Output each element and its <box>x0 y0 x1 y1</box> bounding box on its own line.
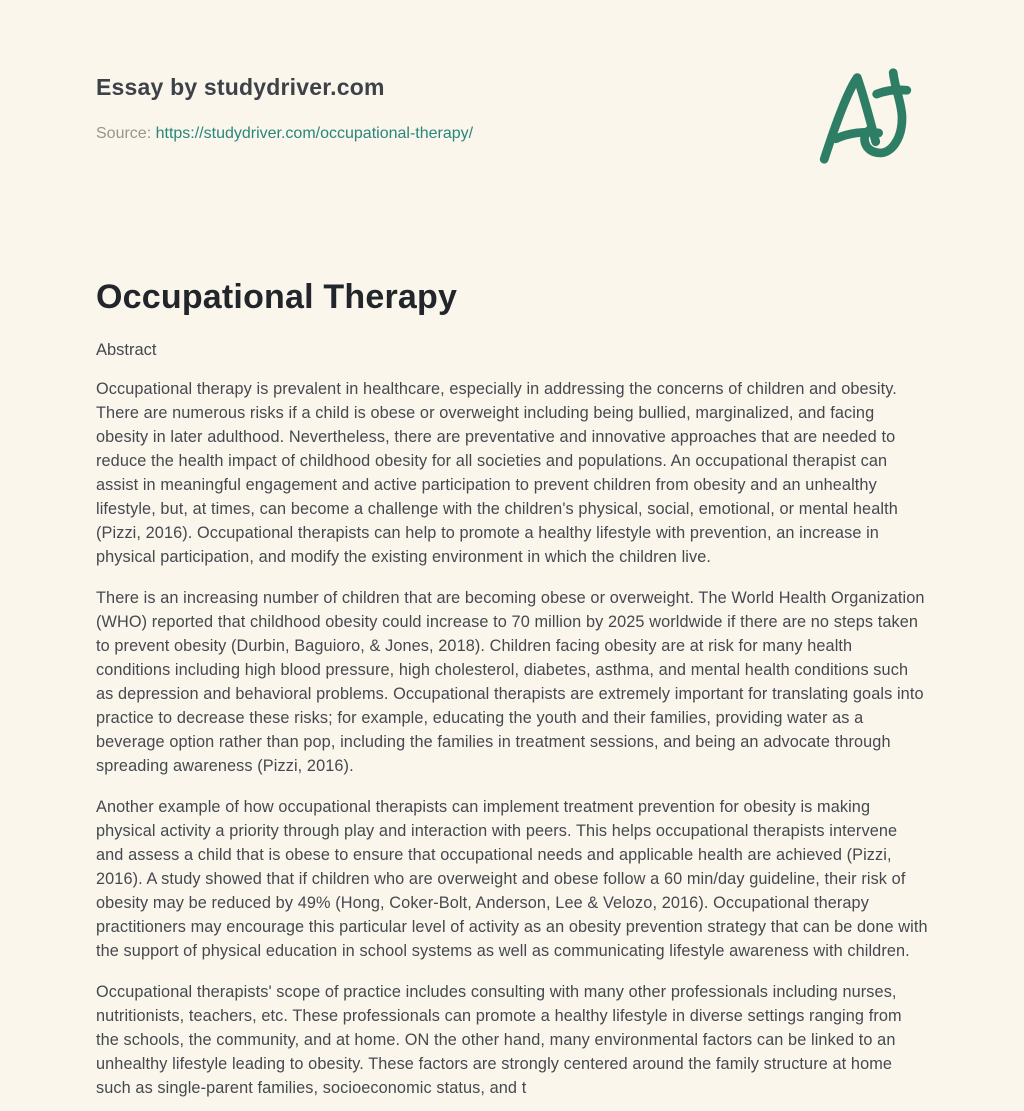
essay-paragraph: Occupational therapists' scope of practice includes consulting with many other professionals including nurses, nutritionists, teachers, etc. These professionals can promote a healthy lifestyle in diverse settings ranging from the schools, the community, and at home. ON the other hand, many environmental factors can be linked to an unhealthy lifestyle leading to obesity. These factors are strongly centered around the family structure at home such as single-parent families, socioeconomic status, and t <box>96 983 902 1097</box>
essay-paragraph: Another example of how occupational therapists can implement treatment prevention for obesity is making physical activity a priority through play and interaction with peers. This helps occupational therapists intervene and assess a child that is obese to ensure that occupational needs and applicable health are achieved (Pizzi, 2016). A study showed that if children who are overweight and obese follow a 60 min/day guideline, their risk of obesity may be reduced by 49% (Hong, Coker-Bolt, Anderson, Lee & Velozo, 2016). Occupational therapy practitioners may encourage this particular level of activity as an obesity prevention strategy that can be done with the support of physical education in school systems as well as communicating lifestyle awareness with children. <box>96 798 928 960</box>
header-text-block <box>96 74 473 143</box>
abstract-label: Abstract <box>96 341 157 359</box>
a-plus-logo-icon <box>816 64 916 166</box>
source-url-link[interactable]: https://studydriver.com/occupational-therapy/ <box>155 125 474 142</box>
essay-paragraph: There is an increasing number of children that are becoming obese or overweight. The World Health Organization (WHO) reported that childhood obesity could increase to 70 million by 2025 worldwide if there are no steps taken to prevent obesity (Durbin, Baguioro, & Jones, 2018). Children facing obesity are at risk for many health conditions including high blood pressure, high cholesterol, diabetes, asthma, and mental health conditions such as depression and behavioral problems. Occupational therapists are extremely important for translating goals into practice to decrease these risks; for example, educating the youth and their families, providing water as a beverage option rather than pop, including the families in treatment sessions, and being an advocate through spreading awareness (Pizzi, 2016). <box>96 589 925 775</box>
source-line <box>96 125 473 143</box>
essay-by-heading: Essay by studydriver.com <box>96 74 385 100</box>
page-header <box>96 74 928 166</box>
essay-title: Occupational Therapy <box>96 278 458 316</box>
source-label: Source: <box>96 125 152 142</box>
essay-paragraph: Occupational therapy is prevalent in healthcare, especially in addressing the concerns of children and obesity. There are numerous risks if a child is obese or overweight including being bullied, marginalized, and facing obesity in later adulthood. Nevertheless, there are preventative and innovative approaches that are needed to reduce the health impact of childhood obesity for all societies and populations. An occupational therapist can assist in meaningful engagement and active participation to prevent children from obesity and an unhealthy lifestyle, but, at times, can become a challenge with the children's physical, social, emotional, or mental health (Pizzi, 2016). Occupational therapists can help to promote a healthy lifestyle with prevention, an increase in physical participation, and modify the existing environment in which the children live. <box>96 380 898 566</box>
essay-body <box>96 377 928 1100</box>
